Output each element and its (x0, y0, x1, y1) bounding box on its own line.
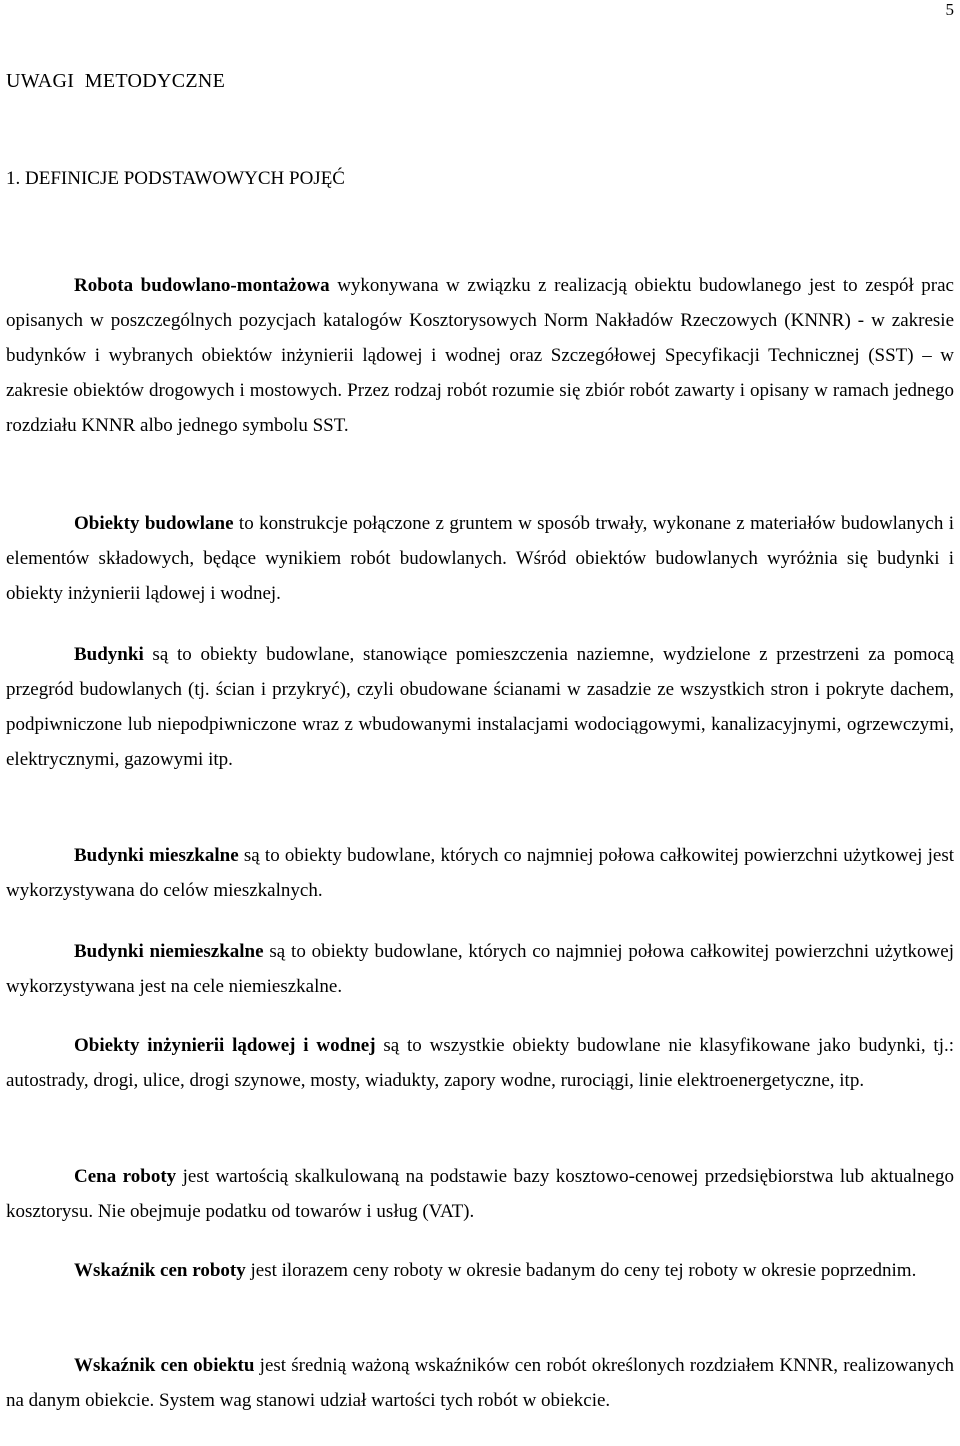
definition-paragraph (6, 1253, 954, 1288)
document-title: UWAGI METODYCZNE (6, 70, 226, 92)
definition-text: jest ilorazem ceny roboty w okresie badanym do ceny tej roboty w okresie poprzednim. (245, 1260, 917, 1281)
section-heading: 1. DEFINICJE PODSTAWOWYCH POJĘĆ (6, 168, 345, 189)
definition-text: są to wszystkie obiekty budowlane nie klasyfikowane jako budynki, tj.: autostrady, drogi, ulice, drogi szynowe, mosty, wiadukty, zapory wodne, rurociągi, linie elektroenergetyczne, itp. (6, 1035, 955, 1091)
definition-term: Wskaźnik cen roboty (74, 1260, 246, 1281)
definition-text: jest średnią ważoną wskaźników cen robót określonych rozdziałem KNNR, realizowanych na danym obiekcie. System wag stanowi udział wartości tych robót w obiekcie. (6, 1355, 954, 1411)
definition-paragraph (6, 506, 954, 611)
definition-paragraph (6, 1159, 954, 1229)
definition-term: Cena roboty (74, 1166, 177, 1187)
definition-text: jest wartością skalkulowaną na podstawie bazy kosztowo-cenowej przedsiębiorstwa lub aktualnego kosztorysu. Nie obejmuje podatku od towarów i usług (VAT). (6, 1166, 954, 1222)
definition-term: Budynki mieszkalne (74, 845, 239, 866)
definition-paragraph (6, 268, 954, 443)
definition-term: Robota budowlano-montażowa (74, 275, 330, 296)
definition-paragraph (6, 1348, 954, 1418)
definition-text: są to obiekty budowlane, których co najmniej połowa całkowitej powierzchni użytkowej wykorzystywana jest na cele niemieszkalne. (6, 941, 954, 997)
definition-term: Obiekty budowlane (74, 513, 234, 534)
definition-text: wykonywana w związku z realizacją obiektu budowlanego jest to zespół prac opisanych w poszczególnych pozycjach katalogów Kosztorysowych Norm Nakładów Rzeczowych (KNNR) - w zakresie budynków i wybranych obiektów inżynierii lądowej i wodnej oraz Szczegółowej Specyfikacji Technicznej (SST) – w zakresie obiektów drogowych i mostowych. Przez rodzaj robót rozumie się zbiór robót zawarty i opisany w ramach jednego rozdziału KNNR albo jednego symbolu SST. (6, 275, 954, 436)
definition-term: Budynki (74, 644, 144, 665)
page-number: 5 (945, 0, 954, 19)
definition-paragraph (6, 838, 954, 908)
definition-text: są to obiekty budowlane, których co najmniej połowa całkowitej powierzchni użytkowej jest wykorzystywana do celów mieszkalnych. (6, 845, 954, 901)
definition-term: Budynki niemieszkalne (74, 941, 264, 962)
definition-term: Wskaźnik cen obiektu (74, 1355, 255, 1376)
definition-term: Obiekty inżynierii lądowej i wodnej (74, 1035, 376, 1056)
definition-text: są to obiekty budowlane, stanowiące pomieszczenia naziemne, wydzielone z przestrzeni za pomocą przegród budowlanych (tj. ścian i przykryć), czyli obudowane ścianami w zasadzie ze wszystkich stron i pokryte dachem, podpiwniczone lub niepodpiwniczone wraz z wbudowanymi instalacjami wodociągowymi, kanalizacyjnymi, ogrzewczymi, elektrycznymi, gazowymi itp. (6, 644, 954, 770)
definition-paragraph (6, 1028, 954, 1098)
definition-paragraph (6, 637, 954, 777)
definition-paragraph (6, 934, 954, 1004)
definition-text: to konstrukcje połączone z gruntem w sposób trwały, wykonane z materiałów budowlanych i elementów składowych, będące wynikiem robót budowlanych. Wśród obiektów budowlanych wyróżnia się budynki i obiekty inżynierii lądowej i wodnej. (6, 513, 954, 604)
